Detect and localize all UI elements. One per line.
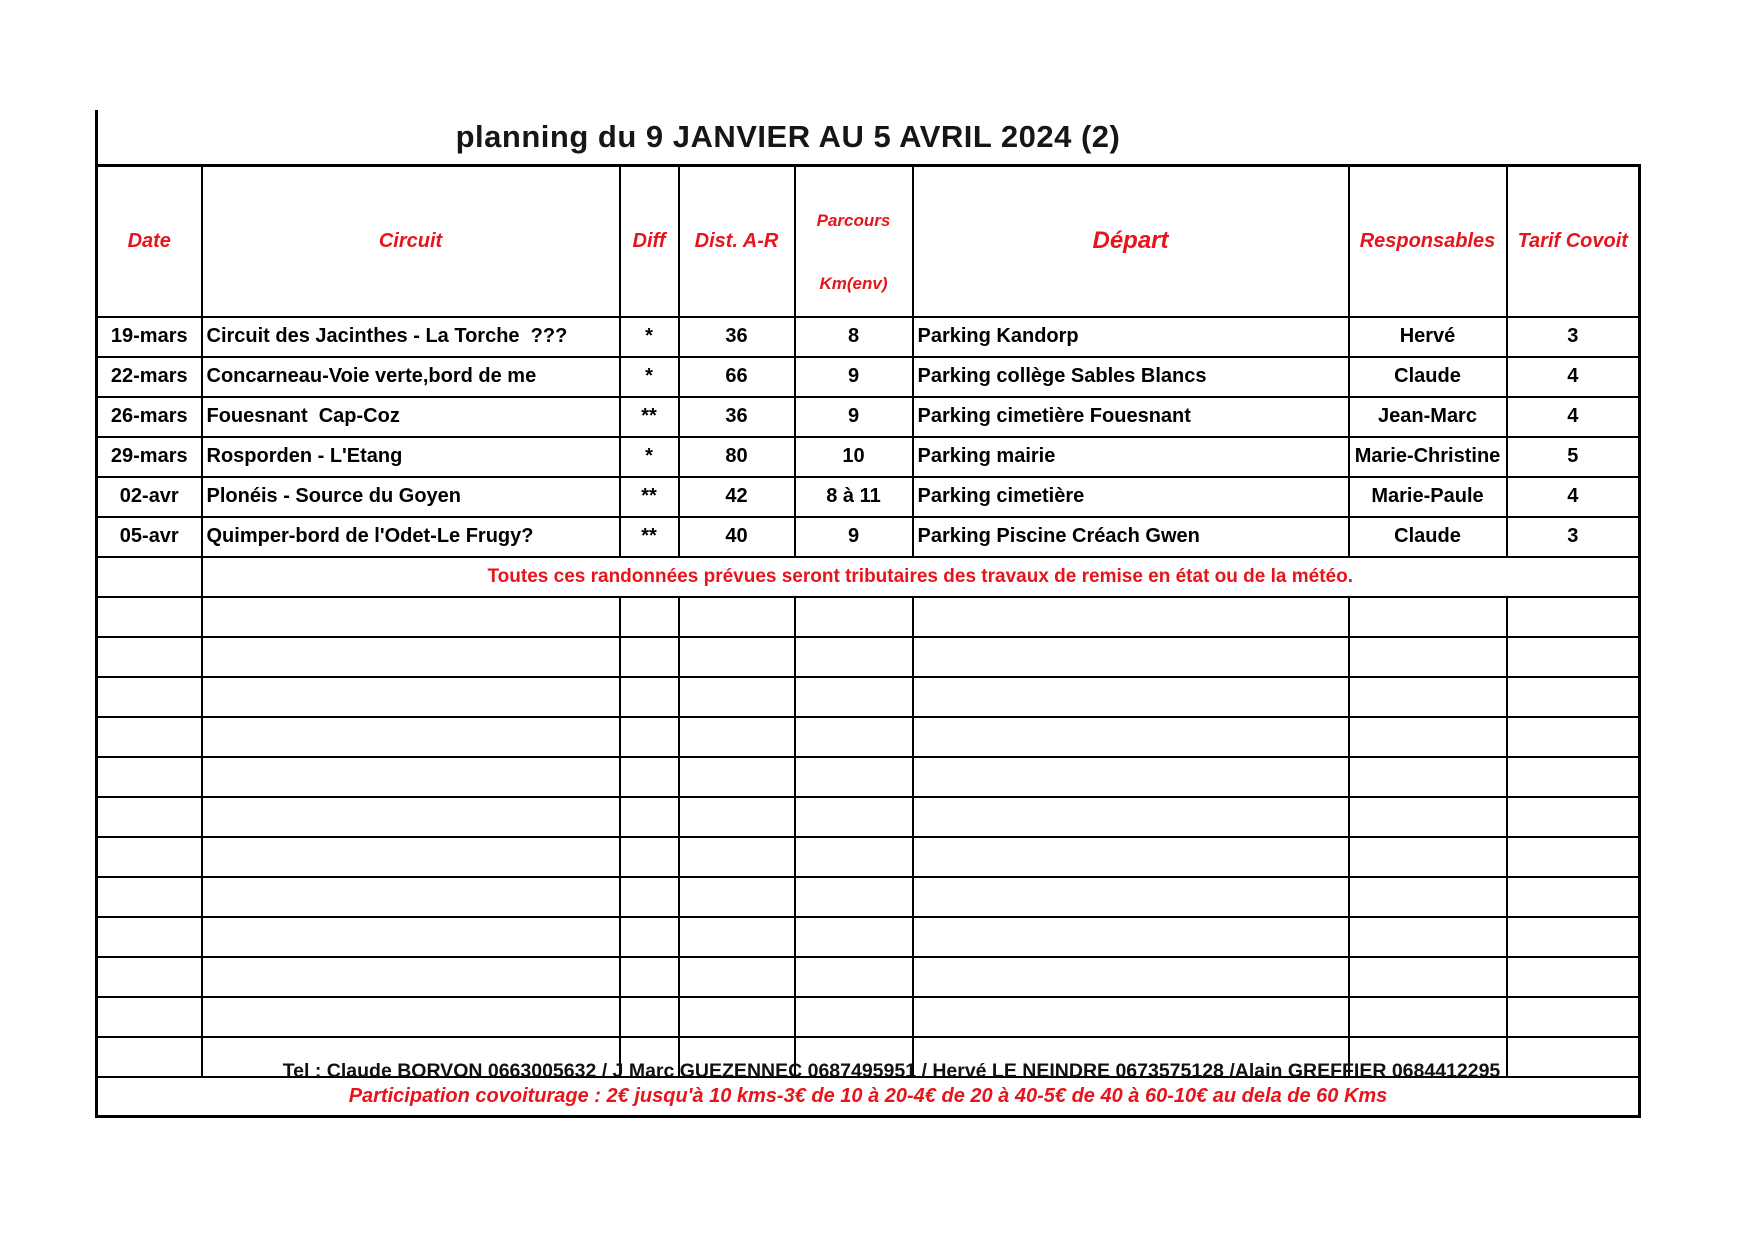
empty-cell bbox=[202, 757, 620, 797]
cell-date: 22-mars bbox=[97, 357, 202, 397]
empty-row bbox=[97, 917, 1640, 957]
empty-row bbox=[97, 997, 1640, 1037]
empty-cell bbox=[1349, 797, 1507, 837]
header-tarif: Tarif Covoit bbox=[1507, 166, 1640, 317]
table-row bbox=[97, 397, 1640, 437]
page-title: planning du 9 JANVIER AU 5 AVRIL 2024 (2) bbox=[95, 110, 1638, 164]
empty-cell bbox=[795, 597, 913, 637]
empty-cell bbox=[202, 917, 620, 957]
cell-tarif: 3 bbox=[1507, 517, 1640, 557]
empty-cell bbox=[679, 917, 795, 957]
table-row bbox=[97, 317, 1640, 357]
empty-cell bbox=[1507, 597, 1640, 637]
cell-date: 05-avr bbox=[97, 517, 202, 557]
cell-diff: ** bbox=[620, 517, 679, 557]
empty-row bbox=[97, 637, 1640, 677]
empty-cell bbox=[1507, 797, 1640, 837]
empty-cell bbox=[1349, 757, 1507, 797]
cell-diff: * bbox=[620, 437, 679, 477]
empty-row bbox=[97, 717, 1640, 757]
cell-circuit: Plonéis - Source du Goyen bbox=[202, 477, 620, 517]
empty-cell bbox=[679, 677, 795, 717]
empty-cell bbox=[620, 997, 679, 1037]
empty-cell bbox=[1507, 757, 1640, 797]
empty-cell bbox=[202, 797, 620, 837]
empty-cell bbox=[620, 917, 679, 957]
cell-diff: ** bbox=[620, 397, 679, 437]
weather-note-row bbox=[97, 557, 1640, 597]
empty-cell bbox=[97, 837, 202, 877]
empty-cell bbox=[679, 797, 795, 837]
empty-cell bbox=[97, 957, 202, 997]
empty-cell bbox=[913, 917, 1349, 957]
empty-cell bbox=[1507, 677, 1640, 717]
cell-tarif: 5 bbox=[1507, 437, 1640, 477]
empty-cell bbox=[679, 597, 795, 637]
cell-parcours: 9 bbox=[795, 397, 913, 437]
cell-date: 02-avr bbox=[97, 477, 202, 517]
empty-cell bbox=[913, 637, 1349, 677]
empty-cell bbox=[1349, 877, 1507, 917]
cell-responsable: Claude bbox=[1349, 517, 1507, 557]
table-row bbox=[97, 357, 1640, 397]
cell-depart: Parking Kandorp bbox=[913, 317, 1349, 357]
empty-cell bbox=[1349, 837, 1507, 877]
cell-responsable: Marie-Paule bbox=[1349, 477, 1507, 517]
empty-cell bbox=[202, 957, 620, 997]
header-diff: Diff bbox=[620, 166, 679, 317]
empty-cell bbox=[1507, 917, 1640, 957]
empty-cell bbox=[913, 877, 1349, 917]
cell-dist: 40 bbox=[679, 517, 795, 557]
empty-cell bbox=[1349, 637, 1507, 677]
empty-cell bbox=[620, 677, 679, 717]
empty-cell bbox=[913, 717, 1349, 757]
planning-table bbox=[95, 164, 1641, 1118]
cell-circuit: Concarneau-Voie verte,bord de me bbox=[202, 357, 620, 397]
empty-cell bbox=[620, 957, 679, 997]
empty-cell bbox=[620, 637, 679, 677]
empty-cell bbox=[202, 837, 620, 877]
cell-circuit: Fouesnant Cap-Coz bbox=[202, 397, 620, 437]
empty-cell bbox=[913, 997, 1349, 1037]
cell-diff: ** bbox=[620, 477, 679, 517]
empty-cell bbox=[679, 957, 795, 997]
cell-depart: Parking mairie bbox=[913, 437, 1349, 477]
empty-cell bbox=[620, 597, 679, 637]
empty-cell bbox=[1507, 637, 1640, 677]
empty-cell bbox=[620, 797, 679, 837]
empty-cell bbox=[97, 797, 202, 837]
cell-diff: * bbox=[620, 317, 679, 357]
empty-cell bbox=[620, 717, 679, 757]
empty-rows-body bbox=[97, 597, 1640, 1077]
empty-cell bbox=[679, 997, 795, 1037]
empty-cell bbox=[795, 877, 913, 917]
cell-tarif: 4 bbox=[1507, 477, 1640, 517]
empty-cell bbox=[913, 597, 1349, 637]
header-parcours-line2: Km(env) bbox=[819, 274, 888, 294]
cell-tarif: 4 bbox=[1507, 357, 1640, 397]
empty-cell bbox=[1349, 597, 1507, 637]
empty-row bbox=[97, 677, 1640, 717]
empty-cell bbox=[795, 717, 913, 757]
empty-cell bbox=[202, 717, 620, 757]
cell-dist: 42 bbox=[679, 477, 795, 517]
empty-cell bbox=[97, 917, 202, 957]
cell-parcours: 10 bbox=[795, 437, 913, 477]
cell-responsable: Hervé bbox=[1349, 317, 1507, 357]
cell-responsable: Claude bbox=[1349, 357, 1507, 397]
empty-cell bbox=[202, 997, 620, 1037]
cell-responsable: Marie-Christine bbox=[1349, 437, 1507, 477]
empty-cell bbox=[97, 877, 202, 917]
cell-circuit: Circuit des Jacinthes - La Torche ??? bbox=[202, 317, 620, 357]
empty-row bbox=[97, 957, 1640, 997]
empty-cell bbox=[679, 637, 795, 677]
empty-cell bbox=[795, 637, 913, 677]
empty-cell bbox=[795, 997, 913, 1037]
header-responsables: Responsables bbox=[1349, 166, 1507, 317]
empty-cell bbox=[202, 597, 620, 637]
cell-parcours: 8 bbox=[795, 317, 913, 357]
empty-row bbox=[97, 877, 1640, 917]
cell-tarif: 3 bbox=[1507, 317, 1640, 357]
header-circuit: Circuit bbox=[202, 166, 620, 317]
empty-cell bbox=[1349, 957, 1507, 997]
empty-cell bbox=[679, 717, 795, 757]
cell-responsable: Jean-Marc bbox=[1349, 397, 1507, 437]
empty-cell bbox=[913, 677, 1349, 717]
empty-cell bbox=[795, 677, 913, 717]
header-parcours bbox=[795, 166, 913, 317]
empty-cell bbox=[97, 557, 202, 597]
cell-parcours: 8 à 11 bbox=[795, 477, 913, 517]
empty-cell bbox=[679, 757, 795, 797]
empty-cell bbox=[679, 877, 795, 917]
empty-row bbox=[97, 757, 1640, 797]
empty-cell bbox=[1349, 997, 1507, 1037]
empty-cell bbox=[913, 957, 1349, 997]
empty-cell bbox=[679, 837, 795, 877]
empty-cell bbox=[913, 757, 1349, 797]
empty-cell bbox=[97, 997, 202, 1037]
cell-circuit: Quimper-bord de l'Odet-Le Frugy? bbox=[202, 517, 620, 557]
empty-cell bbox=[202, 637, 620, 677]
cell-dist: 80 bbox=[679, 437, 795, 477]
cell-date: 26-mars bbox=[97, 397, 202, 437]
empty-cell bbox=[1507, 877, 1640, 917]
empty-cell bbox=[97, 637, 202, 677]
empty-cell bbox=[97, 757, 202, 797]
empty-cell bbox=[620, 757, 679, 797]
cell-diff: * bbox=[620, 357, 679, 397]
header-date: Date bbox=[97, 166, 202, 317]
empty-cell bbox=[795, 917, 913, 957]
cell-depart: Parking cimetière Fouesnant bbox=[913, 397, 1349, 437]
table-row bbox=[97, 517, 1640, 557]
empty-cell bbox=[1507, 837, 1640, 877]
header-depart: Départ bbox=[913, 166, 1349, 317]
empty-row bbox=[97, 597, 1640, 637]
cell-parcours: 9 bbox=[795, 517, 913, 557]
empty-cell bbox=[795, 957, 913, 997]
empty-cell bbox=[795, 757, 913, 797]
cell-depart: Parking cimetière bbox=[913, 477, 1349, 517]
empty-cell bbox=[913, 837, 1349, 877]
cell-date: 29-mars bbox=[97, 437, 202, 477]
empty-cell bbox=[97, 717, 202, 757]
cell-depart: Parking collège Sables Blancs bbox=[913, 357, 1349, 397]
header-parcours-line1: Parcours bbox=[816, 210, 891, 230]
header-dist: Dist. A-R bbox=[679, 166, 795, 317]
empty-row bbox=[97, 797, 1640, 837]
empty-row bbox=[97, 837, 1640, 877]
empty-cell bbox=[795, 797, 913, 837]
cell-dist: 36 bbox=[679, 397, 795, 437]
cell-tarif: 4 bbox=[1507, 397, 1640, 437]
empty-cell bbox=[97, 597, 202, 637]
empty-cell bbox=[795, 837, 913, 877]
weather-note: Toutes ces randonnées prévues seront tributaires des travaux de remise en état ou de la météo. bbox=[202, 557, 1640, 597]
planning-sheet bbox=[95, 110, 1638, 1118]
table-row bbox=[97, 477, 1640, 517]
empty-cell bbox=[1507, 997, 1640, 1037]
empty-cell bbox=[1507, 717, 1640, 757]
cell-depart: Parking Piscine Créach Gwen bbox=[913, 517, 1349, 557]
empty-cell bbox=[202, 877, 620, 917]
cell-dist: 36 bbox=[679, 317, 795, 357]
table-row bbox=[97, 437, 1640, 477]
cell-dist: 66 bbox=[679, 357, 795, 397]
empty-cell bbox=[97, 677, 202, 717]
empty-cell bbox=[913, 797, 1349, 837]
empty-cell bbox=[620, 837, 679, 877]
empty-cell bbox=[1349, 677, 1507, 717]
cell-parcours: 9 bbox=[795, 357, 913, 397]
carpool-fee-note: Participation covoiturage : 2€ jusqu'à 10 kms-3€ de 10 à 20-4€ de 20 à 40-5€ de 40 à 60-10€ au dela de 60 Kms bbox=[97, 1077, 1640, 1117]
empty-cell bbox=[1507, 957, 1640, 997]
empty-cell bbox=[1349, 717, 1507, 757]
header-row bbox=[97, 166, 1640, 317]
empty-cell bbox=[1349, 917, 1507, 957]
contact-phone-line: Tel : Claude BORVON 0663005632 / J Marc GUEZENNEC 0687495951 / Hervé LE NEINDRE 0673575128 /Alain GREFFIER 0684412295 bbox=[282, 1060, 1501, 1082]
cell-circuit: Rosporden - L'Etang bbox=[202, 437, 620, 477]
empty-cell bbox=[202, 677, 620, 717]
empty-cell bbox=[620, 877, 679, 917]
cell-date: 19-mars bbox=[97, 317, 202, 357]
